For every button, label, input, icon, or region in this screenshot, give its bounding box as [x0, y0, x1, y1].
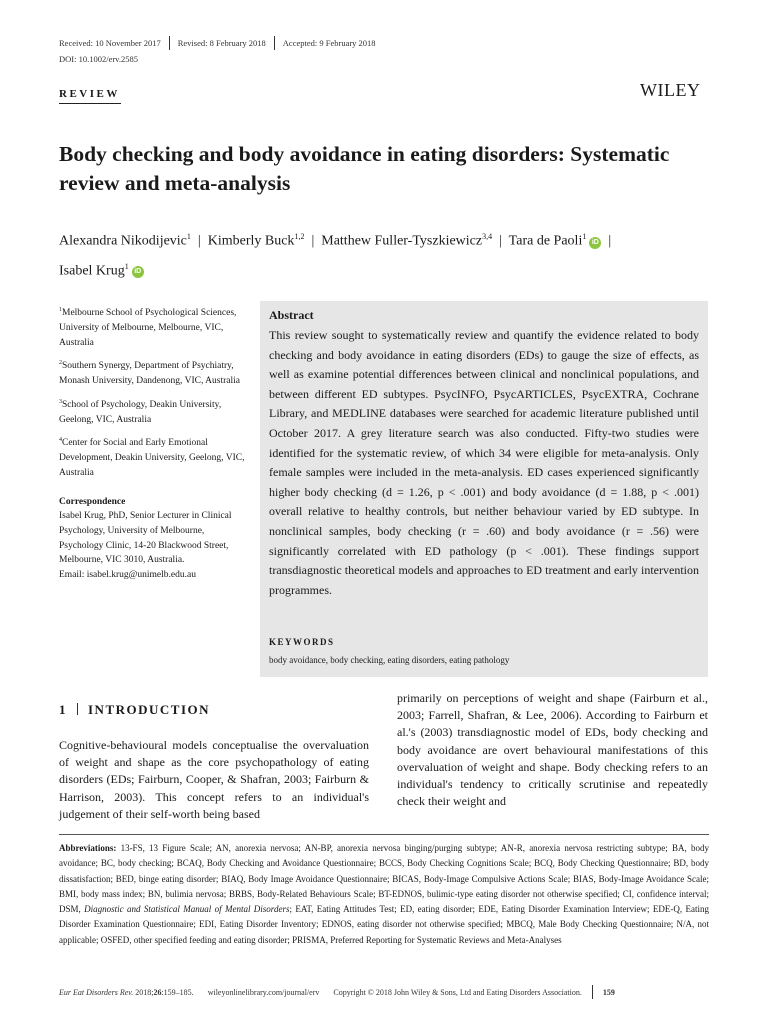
- affil-sup: 1: [59, 307, 62, 313]
- affiliations: [59, 303, 249, 583]
- abbrev-text: ; EAT, Eating Attitudes Test; ED, eating disorder; EDE, Eating Disorder Examination Interview; EDE-Q, Eating Disorder Examination Questionnaire; EDI, Eating Disorder Inventory; EDNOS, eating disorder not otherwise specified; MBCQ, Male Body Checking Questionnaire; N/A, not applicable; OSFED, other specified feeding and eating disorder; PRISMA, Preferred Reporting for Systematic Reviews and Meta-Analyses: [59, 904, 710, 945]
- divider: [592, 985, 593, 999]
- abbrev-text: 13-FS, 13 Figure Scale; AN, anorexia nervosa; AN-BP, anorexia nervosa binging/purging subtype; AN-R, anorexia nervosa restricting subtype; BA, body avoidance; BC, body checking; BCAQ, Body Checking and Avoidance Questionnaire; BCCS, Body Checking Cognitions Scale; BCQ, Body Checking Questionnaire; BD, body dissatisfaction; BED, binge eating disorder; BIAQ, Body Image Avoidance Questionnaire; BICAS, Body-Image Compulsive Actions Scale; BIAS, Body-Image Avoidance Scale; BMI, body mass index; BN, bulimia nervosa; BRBS, Body-Related Behaviours Scale; BT-EDNOS, bulimic-type eating disorder not otherwise specified; CI, confidence interval; DSM,: [59, 843, 709, 915]
- footnote-rule: [59, 834, 709, 835]
- citation-year: 2018;: [135, 987, 154, 997]
- author-name[interactable]: Tara de Paoli: [508, 233, 583, 249]
- affiliation: [59, 433, 249, 480]
- article-history: [59, 36, 384, 50]
- divider: [77, 703, 78, 715]
- publisher-logo: WILEY: [640, 80, 701, 100]
- author-affil-sup: 1,2: [294, 232, 305, 241]
- orcid-icon[interactable]: iD: [132, 266, 144, 278]
- author-affil-sup: 3,4: [482, 232, 493, 241]
- author-name[interactable]: Kimberly Buck: [207, 233, 295, 249]
- affil-text: Southern Synergy, Department of Psychiatry, Monash University, Dandenong, VIC, Australia: [59, 361, 241, 387]
- abbreviations-footnote: [59, 841, 709, 948]
- article-title: Body checking and body avoidance in eating disorders: Systematic review and meta-analysis: [59, 142, 670, 195]
- abstract-title: Abstract: [269, 308, 314, 322]
- orcid-icon[interactable]: iD: [589, 237, 601, 249]
- affil-sup: 3: [59, 398, 62, 405]
- copyright: Copyright © 2018 John Wiley & Sons, Ltd and Eating Disorders Association.: [333, 987, 582, 997]
- author-affil-sup: 1: [186, 232, 191, 241]
- doi[interactable]: DOI: 10.1002/erv.2585: [59, 54, 139, 64]
- keywords-title: KEYWORDS: [269, 637, 335, 647]
- page-footer: [59, 985, 709, 999]
- author-affil-sup: 1: [124, 261, 129, 271]
- keywords-text: body avoidance, body checking, eating disorders, eating pathology: [269, 655, 510, 665]
- author-list: Alexandra Nikodijevic$^1$ | Kimberly Buck$^{1,2}$ | Matthew Fuller-Tyszkiewicz$^{3,4}$ | Tara de Paoli$^1$iD | Isabel Krug$^1$iD: [59, 232, 612, 279]
- abbreviations-label: Abbreviations:: [59, 843, 117, 853]
- affiliation: [59, 395, 249, 428]
- section-label: REVIEW: [59, 88, 120, 100]
- author-name[interactable]: Matthew Fuller-Tyszkiewicz: [321, 233, 483, 249]
- abbrev-italic: Diagnostic and Statistical Manual of Mental Disorders: [84, 904, 290, 915]
- affil-sup: 2: [59, 360, 62, 367]
- page-number: 159: [602, 987, 615, 997]
- correspondence-email[interactable]: Email: isabel.krug@unimelb.edu.au: [59, 570, 196, 581]
- abstract-box: [260, 301, 708, 677]
- section-title: INTRODUCTION: [88, 702, 211, 717]
- section-underline: [59, 103, 121, 104]
- correspondence-text: Isabel Krug, PhD, Senior Lecturer in Clinical Psychology, University of Melbourne, Psychology Clinic, 14-20 Blackwood Street, Melbourne, VIC 3010, Australia.: [59, 511, 232, 566]
- citation-pages: :159–185.: [161, 987, 194, 997]
- author-affil-sup: 1: [582, 232, 587, 241]
- author-name[interactable]: Alexandra Nikodijevic: [59, 233, 187, 249]
- accepted-date: Accepted: 9 February 2018: [282, 38, 376, 48]
- affiliation: [59, 303, 249, 350]
- affil-text: Center for Social and Early Emotional Development, Deakin University, Geelong, VIC, Australia: [59, 438, 245, 478]
- revised-date: Revised: 8 February 2018: [177, 38, 266, 48]
- affil-sup: 4: [59, 437, 62, 444]
- journal-citation: [59, 988, 194, 997]
- abstract-text: This review sought to systematically review and quantify the evidence related to body checking and body avoidance in eating disorders (EDs) to gauge the size of effects, as well as examine potential differences between clinical and nonclinical populations, and between different ED subtypes. PsycINFO, PsycARTICLES, PsycEXTRA, Cochrane Library, and MEDLINE databases were searched for academic literature published until October 2017. A grey literature search was also conducted. Fifty-two studies were identified for the systematic review, of which 34 were eligible for meta-analysis. Only female samples were included in the meta-analysis. ED cases experienced significantly higher body checking (d = 1.26, p < .001) and body avoidance (d = 1.88, p < .001) overall relative to healthy controls, but neither behaviour varied by ED subtype. In nonclinical samples, body checking (r = .60) and body avoidance (r = .56) were significantly correlated with ED pathology (p < .001). These findings support transdiagnostic theoretical models and approaches to ED treatment and early intervention programmes.: [269, 328, 699, 597]
- body-paragraph: primarily on perceptions of weight and shape (Fairburn et al., 2003; Farrell, Shafran, & Lee, 2006). According to Fairburn et al.'s (2003) transdiagnostic model of EDs, body checking and body avoidance are overt behavioural manifestations of this overvaluation of weight and shape. Body checking refers to an individual's tendency to critically scrutinise and repeatedly check their weight and: [397, 691, 708, 809]
- journal-url[interactable]: wileyonlinelibrary.com/journal/erv: [207, 987, 320, 997]
- section-number: 1: [59, 702, 67, 717]
- section-heading: [59, 702, 210, 718]
- author-name[interactable]: Isabel Krug: [59, 263, 125, 279]
- affil-text: School of Psychology, Deakin University, Geelong, VIC, Australia: [59, 399, 222, 425]
- citation-volume: 26: [153, 987, 162, 997]
- affil-text: Melbourne School of Psychological Sciences, University of Melbourne, Melbourne, VIC, Australia: [59, 308, 237, 348]
- body-paragraph: Cognitive-behavioural models conceptualise the overvaluation of weight and shape as the core psychopathology of eating disorders (EDs; Fairburn, Cooper, & Shafran, 2003; Fairburn & Harrison, 2003). This concept refers to an individual's judgement of their self-worth being based: [59, 738, 369, 821]
- received-date: Received: 10 November 2017: [59, 38, 161, 48]
- journal-name: Eur Eat Disorders Rev.: [59, 987, 134, 997]
- correspondence-title: Correspondence: [59, 496, 126, 507]
- affiliation: [59, 356, 249, 389]
